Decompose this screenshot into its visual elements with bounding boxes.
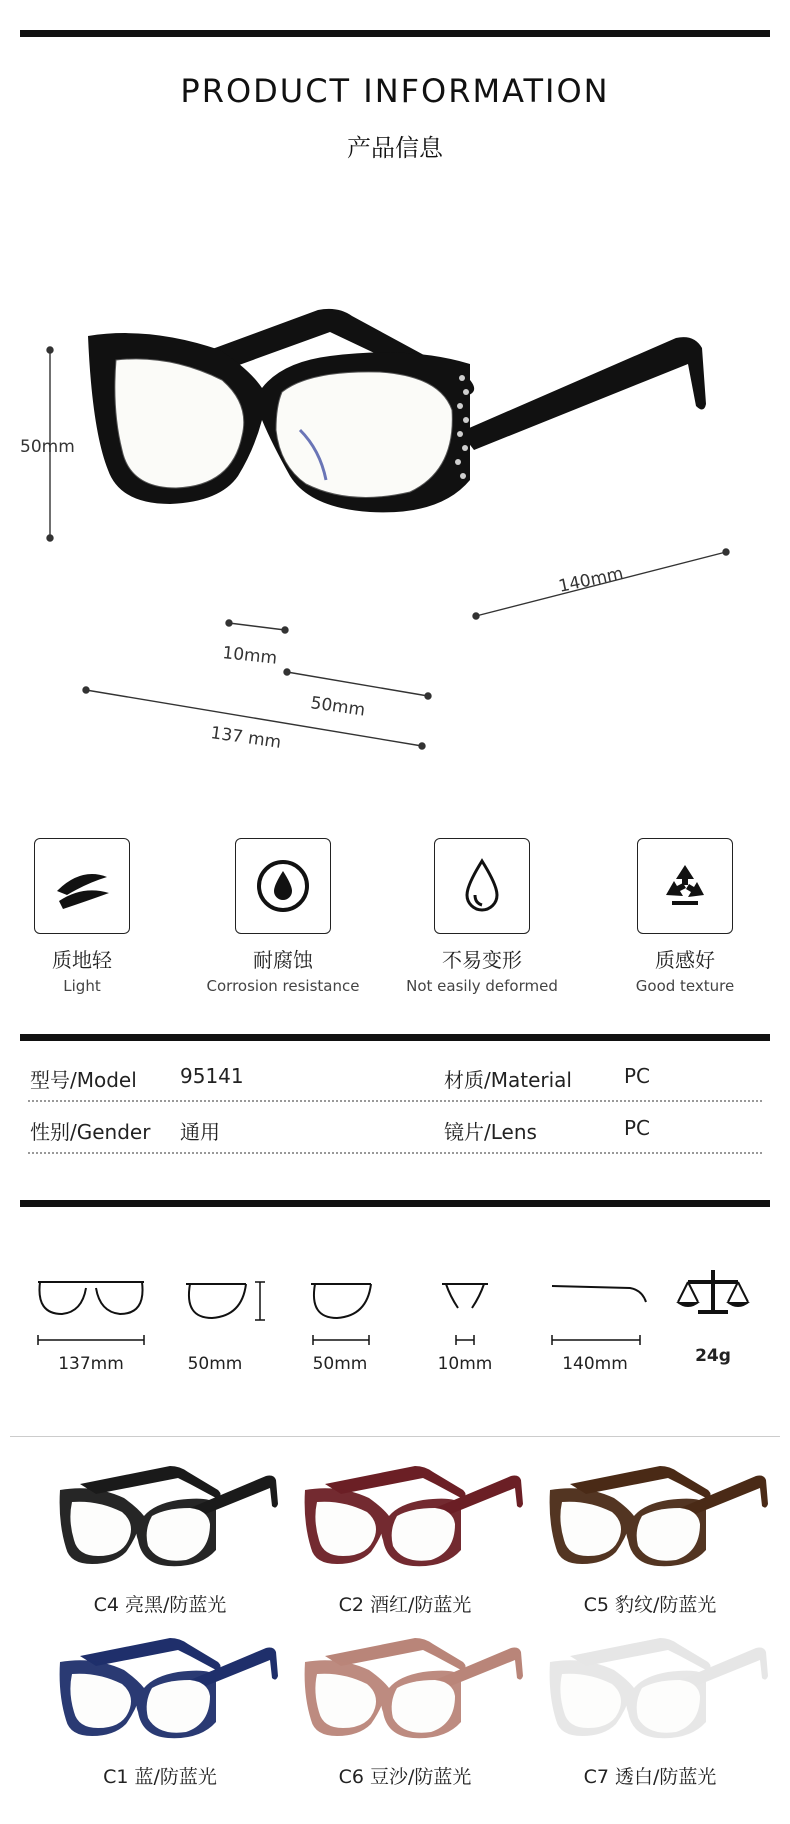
scale-icon <box>648 1262 778 1352</box>
dim-temple: 140mm <box>530 1262 660 1356</box>
color-variant-glasses <box>285 1460 525 1580</box>
dim-weight: 24g <box>648 1262 778 1356</box>
color-variant-card[interactable] <box>285 1632 525 1789</box>
color-variant-glasses <box>530 1460 770 1580</box>
color-variant-label: C2 酒红/防蓝光 <box>338 1594 472 1616</box>
lens-height-icon <box>150 1262 280 1352</box>
recycle-icon <box>650 851 720 921</box>
model-label: 型号/Model <box>30 1068 137 1092</box>
color-variant-glasses <box>530 1632 770 1752</box>
color-variant-label: C1 蓝/防蓝光 <box>103 1766 217 1788</box>
feather-wave-icon <box>47 851 117 921</box>
color-variant-glasses <box>40 1460 280 1580</box>
feature-deform: 不易变形 Not easily deformed <box>382 838 582 995</box>
water-drop-circle-icon <box>248 851 318 921</box>
specs-top-divider <box>20 1034 770 1041</box>
color-variant-card[interactable] <box>40 1632 280 1789</box>
dim-height-label: 50mm <box>20 437 75 457</box>
color-variant-label: C5 豹纹/防蓝光 <box>583 1594 717 1616</box>
lens-label: 镜片/Lens <box>444 1120 537 1144</box>
gender-value: 通用 <box>180 1120 220 1144</box>
spec-row-model <box>28 1050 762 1102</box>
color-variant-glasses <box>40 1632 280 1752</box>
material-value: PC <box>624 1064 651 1088</box>
feature-corrosion: 耐腐蚀 Corrosion resistance <box>183 838 383 995</box>
color-variant-glasses <box>285 1632 525 1752</box>
drop-icon <box>447 851 517 921</box>
colors-divider <box>10 1436 780 1437</box>
lens-value: PC <box>624 1116 651 1140</box>
dim-lens-height: 50mm <box>150 1262 280 1356</box>
dim-frame-width: 137mm <box>26 1262 156 1356</box>
dim-bridge-label: 10mm <box>221 643 279 669</box>
temple-length-icon <box>530 1262 660 1352</box>
bridge-icon <box>400 1262 530 1352</box>
color-variant-label: C4 亮黑/防蓝光 <box>93 1594 227 1616</box>
frame-width-icon <box>26 1262 156 1352</box>
dim-lens-label: 50mm <box>309 693 367 721</box>
model-value: 95141 <box>180 1064 244 1088</box>
dim-bridge: 10mm <box>400 1262 530 1356</box>
color-variant-card[interactable] <box>40 1460 280 1617</box>
dim-width-label: 137 mm <box>209 723 283 753</box>
dim-lens-width: 50mm <box>275 1262 405 1356</box>
color-variant-label: C6 豆沙/防蓝光 <box>338 1766 472 1788</box>
lens-width-icon <box>275 1262 405 1352</box>
page-subtitle: 产品信息 <box>347 134 443 162</box>
feature-light: 质地轻 Light <box>0 838 182 995</box>
color-variant-card[interactable] <box>530 1460 770 1617</box>
color-variant-label: C7 透白/防蓝光 <box>583 1766 717 1788</box>
top-divider <box>20 30 770 37</box>
feature-texture: 质感好 Good texture <box>585 838 785 995</box>
specs-bottom-divider <box>20 1200 770 1207</box>
color-variant-card[interactable] <box>530 1632 770 1789</box>
hero-glasses-illustration <box>0 280 790 780</box>
spec-row-gender <box>28 1102 762 1154</box>
material-label: 材质/Material <box>444 1068 572 1092</box>
page-title: PRODUCT INFORMATION <box>180 72 610 110</box>
color-variant-card[interactable] <box>285 1460 525 1617</box>
gender-label: 性别/Gender <box>30 1120 151 1144</box>
dim-temple-label: 140mm <box>556 563 626 597</box>
